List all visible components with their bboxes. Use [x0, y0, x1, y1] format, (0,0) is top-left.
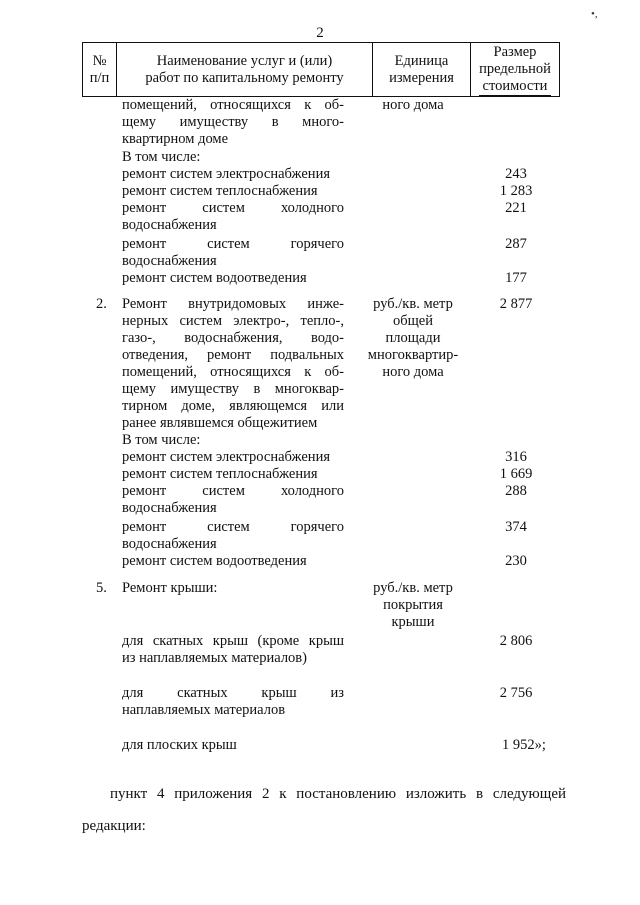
- row-value: 230: [505, 553, 527, 569]
- row-value: 1 283: [499, 183, 533, 199]
- row-value: 177: [505, 270, 527, 286]
- row-value: 1 952»;: [502, 737, 546, 753]
- header-service-name: Наименование услуг и (или) работ по капитальному ремонту: [117, 43, 373, 96]
- corner-mark: •,: [591, 8, 598, 20]
- row-value: 374: [505, 519, 527, 535]
- paragraph-line-1: пункт 4 приложения 2 к постановлению изложить в следующей: [110, 786, 566, 802]
- row-number: 2.: [96, 296, 107, 312]
- table-row-continued: [82, 97, 560, 149]
- table-row: ремонт систем электроснабжения 316: [82, 449, 560, 466]
- row-name: Ремонт крыши:: [122, 580, 218, 596]
- header-cost: Размер предельной стоимости: [479, 43, 551, 94]
- table-row: ремонт систем холодного водоснабжения 288: [82, 483, 560, 517]
- table-header: [82, 42, 560, 97]
- table-row: ремонт систем водоотведения 177: [82, 270, 560, 296]
- row-value: 2 756: [499, 685, 533, 701]
- row-name: Ремонт внутридомовых инже- нерных систем электро-, тепло-, газо-, водоснабжения, водо- отведения, ремонт подвальных помещений, относящихся к об- щему имуществу в многоквар- тирном доме, являющемся или ранее являвшемся общежитием: [122, 296, 344, 431]
- table-row: для плоских крыш 1 952»;: [82, 737, 560, 757]
- row-value: 243: [505, 166, 527, 182]
- row-unit: руб./кв. метр покрытия крыши: [373, 580, 453, 630]
- table-row: ремонт систем теплоснабжения 1 669: [82, 466, 560, 483]
- row-number: 5.: [96, 580, 107, 596]
- in-total-label: В том числе:: [122, 432, 201, 448]
- row-value: 2 877: [499, 296, 533, 312]
- row-name: помещений, относящихся к об- щему имуществу в много- квартирном доме: [122, 97, 344, 147]
- page-number: 2: [316, 25, 324, 41]
- row-unit: ного дома: [382, 97, 444, 113]
- table-row-item-2: [82, 296, 560, 432]
- table-row: ремонт систем теплоснабжения 1 283: [82, 183, 560, 200]
- table-row: ремонт систем горячего водоснабжения 374: [82, 517, 560, 553]
- row-value: 288: [505, 483, 527, 499]
- row-value: 287: [505, 236, 527, 252]
- paragraph-line-2: редакции:: [82, 818, 146, 834]
- table-row: для скатных крыш из наплавляемых материалов 2 756: [82, 685, 560, 737]
- row-unit: руб./кв. метр общей площади многоквартир- ного дома: [367, 296, 459, 380]
- in-total-label: В том числе:: [122, 149, 201, 165]
- table-row: ремонт систем холодного водоснабжения 221: [82, 200, 560, 234]
- row-value: 221: [505, 200, 527, 216]
- table-row: ремонт систем водоотведения 230: [82, 553, 560, 580]
- header-number: № п/п: [83, 43, 117, 96]
- row-value: 2 806: [499, 633, 533, 649]
- header-unit: Единица измерения: [373, 43, 471, 96]
- row-value: 316: [505, 449, 527, 465]
- row-value: 1 669: [499, 466, 533, 482]
- table-body: [82, 97, 560, 757]
- table-row: для скатных крыш (кроме крыш из наплавляемых материалов) 2 806: [82, 633, 560, 685]
- table-row: ремонт систем электроснабжения 243: [82, 166, 560, 183]
- table-row-item-5: [82, 580, 560, 633]
- table-row: ремонт систем горячего водоснабжения 287: [82, 234, 560, 270]
